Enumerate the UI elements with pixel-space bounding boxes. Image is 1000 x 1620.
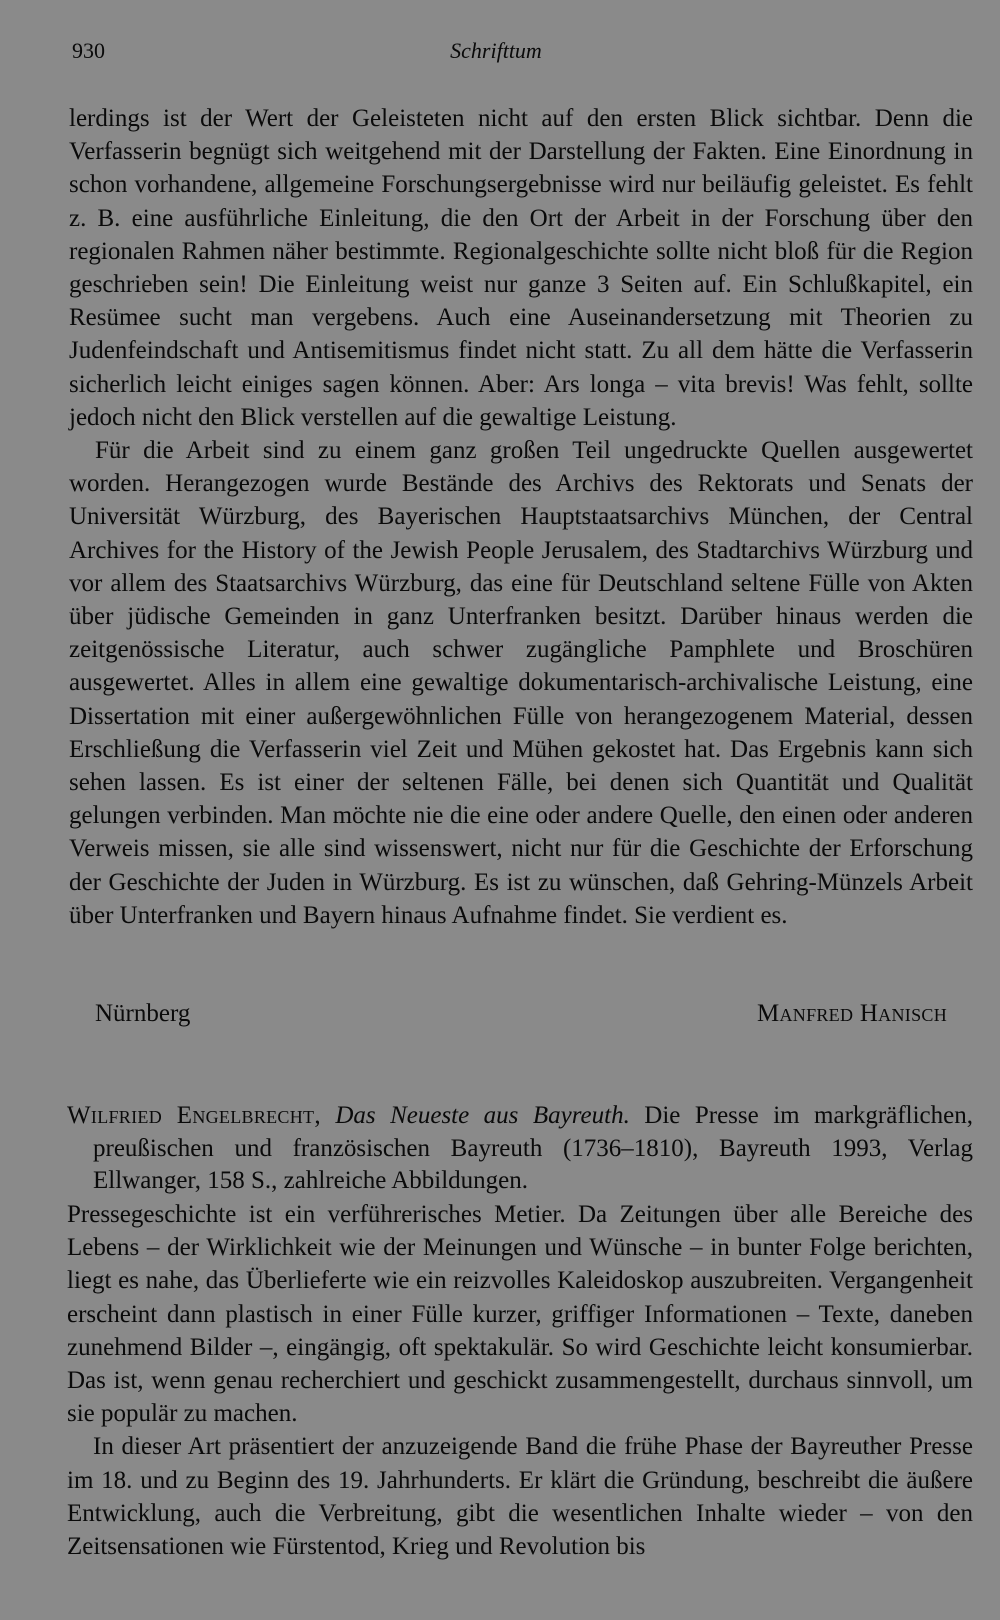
review-one-paragraph-1: lerdings ist der Wert der Geleisteten nicht auf den ersten Blick sichtbar. Denn die Verfasserin begnügt sich weitgehend mit der Darstellung der Fakten. Eine Einordnung in schon vorhandene, allgemeine Forschungsergebnisse wird nur beiläufig geleistet. Es fehlt z. B. eine ausführliche Einleitung, die den Ort der Arbeit in der Forschung über den regionalen Rahmen näher bestimmte. Regionalgeschichte sollte nicht bloß für die Region geschrieben sein! Die Einleitung weist nur ganze 3 Seiten auf. Ein Schlußkapitel, ein Resümee sucht man vergebens. Auch eine Auseinandersetzung mit Theorien zu Judenfeindschaft und Antisemitismus findet nicht statt. Zu all dem hätte die Verfasserin sicherlich leicht einiges sagen können. Aber: Ars longa – vita brevis! Was fehlt, sollte jedoch nicht den Blick verstellen auf die gewaltige Leistung.: [69, 105, 973, 431]
citation-details: Die Presse im markgräflichen, preußischen und französischen Bayreuth (1736–1810), Bayreuth 1993, Verlag Ellwanger, 158 S., zahlreiche Abbildungen.: [93, 1102, 973, 1195]
review-one-paragraph-2: Für die Arbeit sind zu einem ganz großen Teil ungedruckte Quellen ausgewertet worden. Herangezogen wurde Bestände des Archivs des Rektorats und Senats der Universität Würzburg, des Bayerischen Hauptstaatsarchivs München, der Central Archives for the History of the Jewish People Jerusalem, des Stadtarchivs Würzburg und vor allem des Staatsarchivs Würzburg, das eine für Deutschland seltene Fülle von Akten über jüdische Gemeinden in ganz Unterfranken besitzt. Darüber hinaus werden die zeitgenössische Literatur, auch schwer zugängliche Pamphlete und Broschüren ausgewertet. Alles in allem eine gewaltige dokumentarisch-archivalische Leistung, eine Dissertation mit einer außergewöhnlichen Fülle von herangezogenem Material, dessen Erschließung die Verfasserin viel Zeit und Mühen gekostet hat. Das Ergebnis kann sich sehen lassen. Es ist einer der seltenen Fälle, bei denen sich Quantität und Qualität gelungen verbinden. Man möchte nie die eine oder andere Quelle, den einen oder anderen Verweis missen, sie alle sind wissenswert, nicht nur für die Geschichte der Erforschung der Geschichte der Juden in Würzburg. Es ist zu wünschen, daß Gehring-Münzels Arbeit über Unterfranken und Bayern hinaus Aufnahme findet. Sie verdient es.: [69, 437, 973, 929]
book-citation: [67, 1100, 973, 1198]
review-two-paragraph-2: In dieser Art präsentiert der anzuzeigende Band die frühe Phase der Bayreuther Presse im 18. und zu Beginn des 19. Jahrhunderts. Er klärt die Gründung, beschreibt die äußere Entwicklung, auch die Verbreitung, gibt die wesentlichen Inhalte wieder – von den Zeitsensationen wie Fürstentod, Krieg und Revolution bis: [67, 1433, 973, 1561]
running-head: [72, 34, 920, 68]
review-one-signature: [69, 997, 973, 1031]
citation-title: Das Neueste aus Bayreuth.: [335, 1102, 630, 1129]
review-two-paragraph-1: Pressegeschichte ist ein verführerisches Metier. Da Zeitungen über alle Bereiche des Lebens – der Wirklichkeit wie der Meinungen und Wünsche – in bunter Folge berichten, liegt es nahe, das Überlieferte wie ein reizvolles Kaleidoskop auszubreiten. Vergangenheit erscheint dann plastisch in einer Fülle kurzer, griffiger Informationen – Texte, daneben zunehmend Bilder –, eingängig, oft spektakulär. So wird Geschichte leicht konsumierbar. Das ist, wenn genau recherchiert und geschickt zusammengestellt, durchaus sinnvoll, um sie populär zu machen.: [67, 1201, 973, 1428]
citation-author: Wilfried Engelbrecht,: [67, 1102, 321, 1129]
running-title: Schrifttum: [450, 38, 542, 63]
page-number: 930: [72, 38, 105, 63]
review-one-body: [69, 102, 973, 932]
signature-place: Nürnberg: [95, 1000, 191, 1027]
review-two-body: [67, 1198, 973, 1563]
signature-reviewer: Manfred Hanisch: [756, 1000, 947, 1027]
